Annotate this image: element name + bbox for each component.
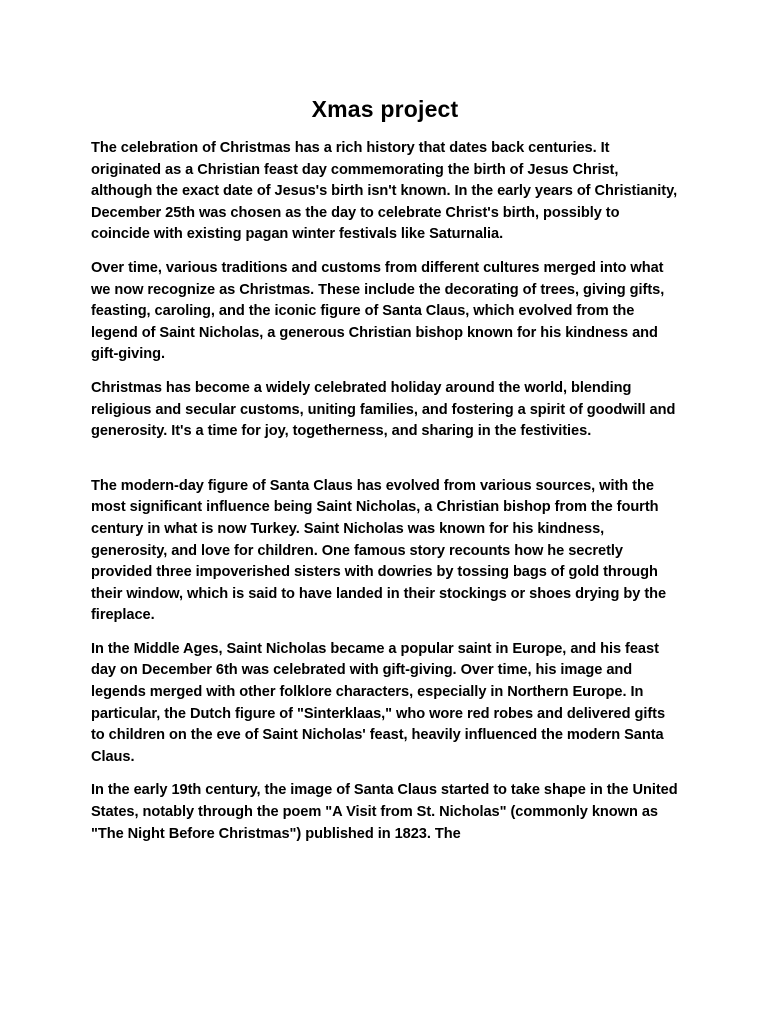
document-page — [91, 92, 679, 857]
paragraph-traditions: Over time, various traditions and customs from different cultures merged into what we now recognize as Christmas. These include the decorating of trees, giving gifts, feasting, caroling, and the iconic figure of Santa Claus, which evolved from the legend of Saint Nicholas, a generous Christian bishop known for his kindness and gift-giving. — [91, 259, 665, 363]
paragraph-saint-nicholas: The modern-day figure of Santa Claus has evolved from various sources, with the most significant influence being Saint Nicholas, a Christian bishop from the fourth century in what is now Turkey. Saint Nicholas was known for his kindness, generosity, and love for children. One famous story recounts how he secretly provided three impoverished sisters with dowries by tossing bags of gold through their window, which is said to have landed in their stockings or shoes drying by the fireplace. — [91, 477, 667, 624]
blank-line — [91, 455, 679, 476]
paragraph-middle-ages: In the Middle Ages, Saint Nicholas became a popular saint in Europe, and his feast day on December 6th was celebrated with gift-giving. Over time, his image and legends merged with other folklore characters, especially in Northern Europe. In particular, the Dutch figure of "Sinterklaas," who wore red robes and delivered gifts to children on the eve of Saint Nicholas' feast, heavily influenced the modern Santa Claus. — [91, 640, 666, 765]
paragraph-christmas-history: The celebration of Christmas has a rich history that dates back centuries. It originated as a Christian feast day commemorating the birth of Jesus Christ, although the exact date of Jesus's birth isn't known. In the early years of Christianity, December 25th was chosen as the day to celebrate Christ's birth, possibly to coincide with existing pagan winter festivals like Saturnalia. — [91, 140, 678, 243]
document-title: Xmas project — [311, 96, 459, 122]
paragraph-celebration: Christmas has become a widely celebrated holiday around the world, blending religious and secular customs, uniting families, and fostering a spirit of goodwill and generosity. It's a time for joy, togetherness, and sharing in the festivities. — [91, 379, 676, 440]
paragraph-19th-century: In the early 19th century, the image of Santa Claus started to take shape in the United States, notably through the poem "A Visit from St. Nicholas" (commonly known as "The Night Before Christmas") published in 1823. The — [91, 782, 678, 842]
